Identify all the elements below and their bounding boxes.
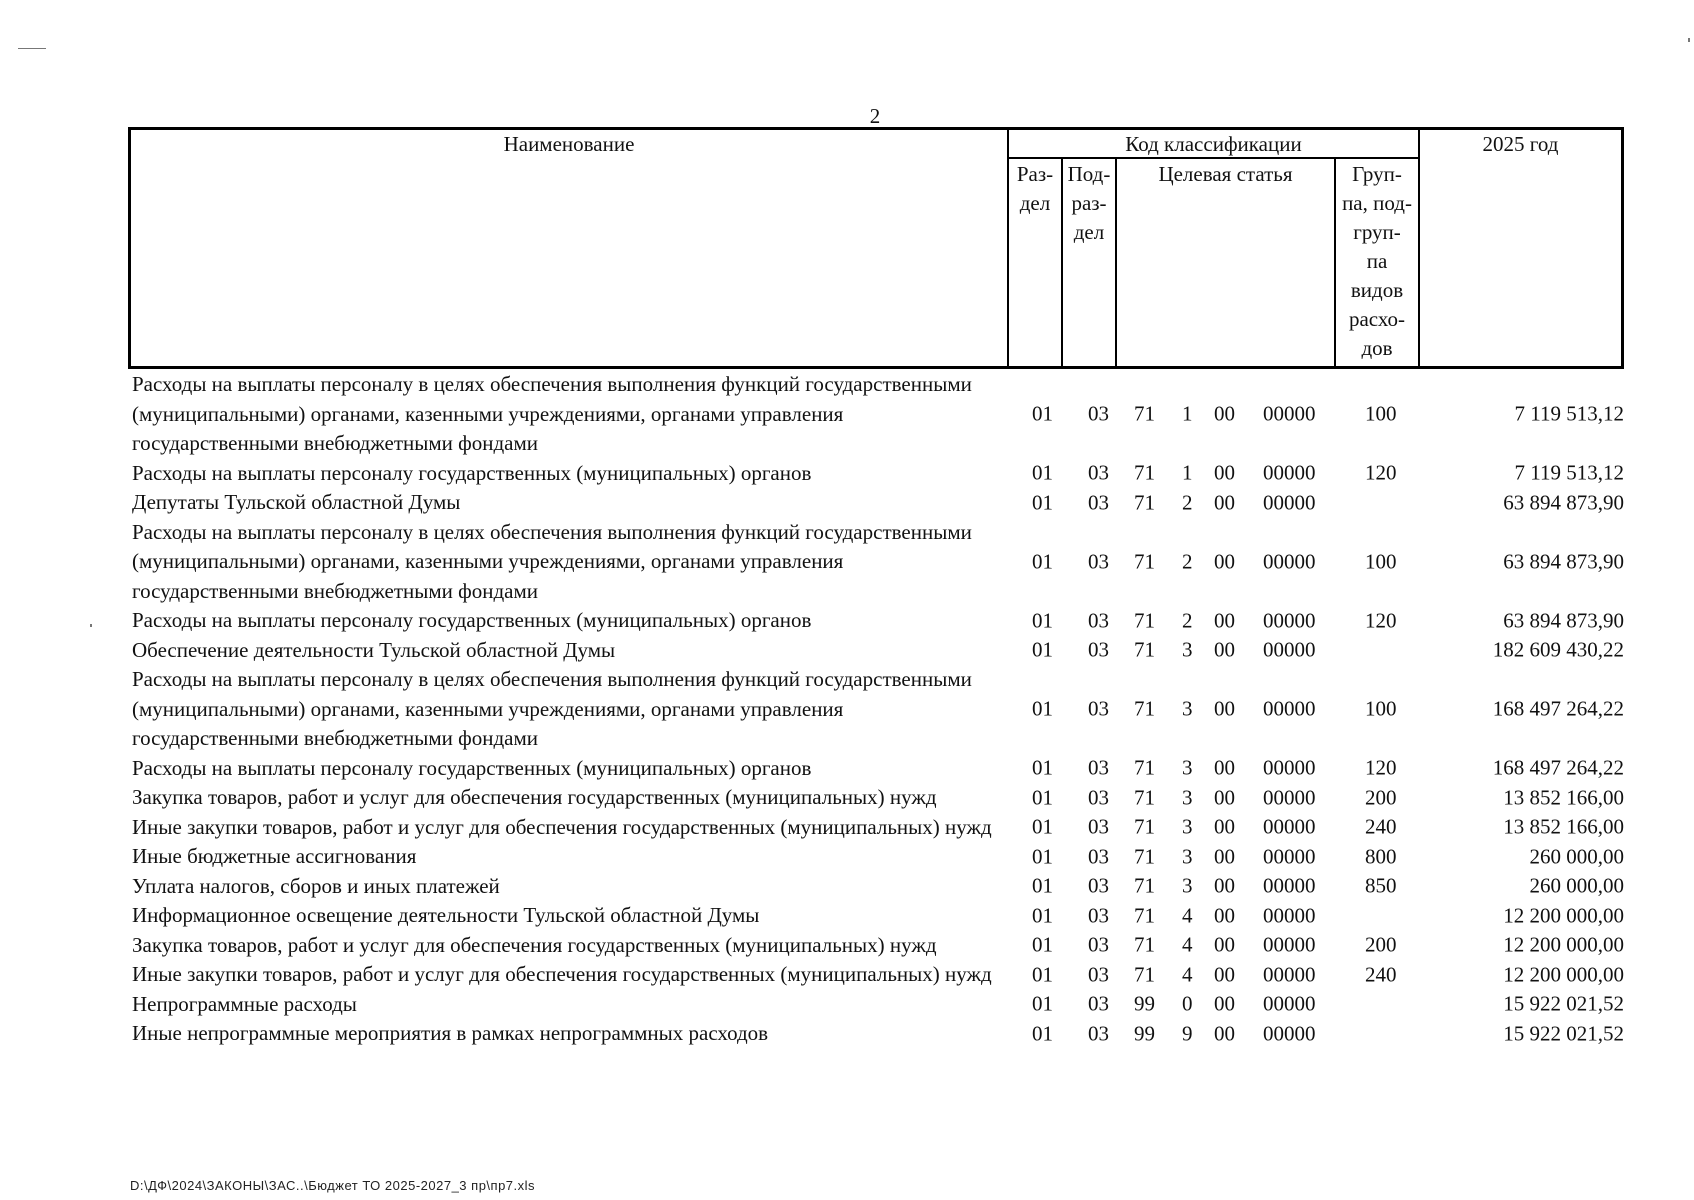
cell-target-program: 99 — [1134, 1021, 1155, 1045]
cell-target-direction: 00 — [1214, 991, 1235, 1016]
cell-name: Иные непрограммные мероприятия в рамках непрограммных расходов — [132, 1021, 769, 1045]
cell-section: 01 — [1032, 814, 1053, 839]
cell-section: 01 — [1032, 755, 1053, 780]
cell-target-program: 99 — [1134, 991, 1155, 1016]
scan-speck — [1688, 38, 1690, 42]
cell-target-subprogram: 3 — [1182, 873, 1193, 898]
table-row — [132, 901, 1624, 931]
cell-target-code: 00000 — [1263, 932, 1316, 957]
cell-target-direction: 00 — [1214, 873, 1235, 898]
table-row — [132, 636, 1624, 666]
cell-subsection: 03 — [1088, 785, 1109, 809]
cell-subsection: 03 — [1088, 1021, 1109, 1045]
cell-amount: 13 852 166,00 — [1503, 785, 1624, 809]
cell-name: Расходы на выплаты персоналу в целях обеспечения выполнения функций государственными (муниципальными) органами, казенными учреждениями, органами управления государственными внебюджетными фондами — [132, 519, 972, 603]
cell-target-direction: 00 — [1214, 962, 1235, 986]
cell-subsection: 03 — [1088, 696, 1109, 721]
cell-section: 01 — [1032, 549, 1053, 573]
cell-target-code: 00000 — [1263, 844, 1316, 868]
cell-subsection: 03 — [1088, 932, 1109, 957]
table-row — [132, 488, 1624, 518]
table-row — [132, 459, 1624, 489]
cell-amount: 63 894 873,90 — [1503, 549, 1624, 573]
cell-target-code: 00000 — [1263, 608, 1316, 632]
cell-expense-type: 240 — [1365, 814, 1397, 839]
cell-target-program: 71 — [1134, 903, 1155, 927]
cell-name: Иные закупки товаров, работ и услуг для обеспечения государственных (муниципальных) нужд — [132, 962, 992, 986]
cell-target-subprogram: 3 — [1182, 785, 1193, 809]
header-section: Раз- дел — [1016, 162, 1054, 215]
cell-section: 01 — [1032, 696, 1053, 721]
cell-section: 01 — [1032, 932, 1053, 957]
cell-target-subprogram: 2 — [1182, 608, 1193, 632]
table-row — [132, 990, 1624, 1020]
cell-target-code: 00000 — [1263, 549, 1316, 573]
cell-target-program: 71 — [1134, 932, 1155, 957]
table-row — [132, 842, 1624, 872]
cell-subsection: 03 — [1088, 903, 1109, 927]
footer-file-path: D:\ДФ\2024\ЗАКОНЫ\ЗАС..\Бюджет ТО 2025-2027_3 пр\пр7.xls — [130, 1178, 536, 1193]
cell-name: Закупка товаров, работ и услуг для обеспечения государственных (муниципальных) нужд — [132, 932, 937, 957]
cell-expense-type: 100 — [1365, 401, 1397, 426]
cell-expense-type: 120 — [1365, 755, 1397, 780]
table-row — [132, 872, 1624, 902]
cell-target-subprogram: 4 — [1182, 962, 1193, 986]
cell-target-program: 71 — [1134, 608, 1155, 632]
cell-target-subprogram: 3 — [1182, 755, 1193, 780]
cell-target-direction: 00 — [1214, 755, 1235, 780]
cell-amount: 13 852 166,00 — [1503, 814, 1624, 839]
cell-target-direction: 00 — [1214, 814, 1235, 839]
cell-expense-type: 850 — [1365, 873, 1397, 898]
cell-name: Расходы на выплаты персоналу государственных (муниципальных) органов — [132, 755, 812, 780]
cell-amount: 12 200 000,00 — [1503, 962, 1624, 986]
cell-target-subprogram: 1 — [1182, 401, 1193, 426]
cell-target-program: 71 — [1134, 401, 1155, 426]
cell-section: 01 — [1032, 844, 1053, 868]
cell-amount: 168 497 264,22 — [1492, 755, 1624, 780]
header-subsection: Под- раз- дел — [1067, 162, 1111, 244]
table-row — [132, 960, 1624, 990]
cell-subsection: 03 — [1088, 873, 1109, 898]
header-divider — [1418, 130, 1420, 366]
cell-amount: 260 000,00 — [1529, 844, 1624, 868]
cell-amount: 182 609 430,22 — [1492, 637, 1624, 662]
cell-section: 01 — [1032, 490, 1053, 514]
cell-expense-type: 100 — [1365, 696, 1397, 721]
cell-amount: 12 200 000,00 — [1503, 903, 1624, 927]
cell-expense-type: 100 — [1365, 549, 1397, 573]
cell-target-subprogram: 2 — [1182, 549, 1193, 573]
cell-expense-type: 800 — [1365, 844, 1397, 868]
cell-target-program: 71 — [1134, 844, 1155, 868]
header-expense-group: Груп- па, под- груп- па видов расхо- дов — [1342, 162, 1412, 360]
cell-target-direction: 00 — [1214, 490, 1235, 514]
cell-name: Уплата налогов, сборов и иных платежей — [132, 873, 500, 898]
scan-speck — [18, 48, 46, 49]
cell-subsection: 03 — [1088, 401, 1109, 426]
cell-target-code: 00000 — [1263, 460, 1316, 485]
cell-target-direction: 00 — [1214, 696, 1235, 721]
cell-target-subprogram: 3 — [1182, 637, 1193, 662]
cell-target-direction: 00 — [1214, 785, 1235, 809]
cell-target-code: 00000 — [1263, 962, 1316, 986]
cell-target-subprogram: 4 — [1182, 932, 1193, 957]
table-row — [132, 783, 1624, 813]
cell-target-program: 71 — [1134, 460, 1155, 485]
cell-amount: 7 119 513,12 — [1514, 401, 1624, 426]
cell-amount: 168 497 264,22 — [1492, 696, 1624, 721]
cell-target-program: 71 — [1134, 755, 1155, 780]
table-row — [132, 518, 1624, 607]
header-year: 2025 год — [1482, 132, 1559, 156]
cell-subsection: 03 — [1088, 844, 1109, 868]
cell-target-subprogram: 3 — [1182, 696, 1193, 721]
cell-target-direction: 00 — [1214, 549, 1235, 573]
cell-section: 01 — [1032, 460, 1053, 485]
cell-subsection: 03 — [1088, 460, 1109, 485]
cell-amount: 15 922 021,52 — [1503, 1021, 1624, 1045]
cell-name: Иные закупки товаров, работ и услуг для обеспечения государственных (муниципальных) нужд — [132, 814, 992, 839]
header-divider — [1115, 159, 1117, 366]
cell-target-program: 71 — [1134, 549, 1155, 573]
cell-target-code: 00000 — [1263, 755, 1316, 780]
cell-target-direction: 00 — [1214, 608, 1235, 632]
cell-section: 01 — [1032, 1021, 1053, 1045]
cell-target-direction: 00 — [1214, 401, 1235, 426]
cell-amount: 7 119 513,12 — [1514, 460, 1624, 485]
cell-section: 01 — [1032, 991, 1053, 1016]
cell-target-subprogram: 2 — [1182, 490, 1193, 514]
table-row — [132, 1019, 1624, 1049]
cell-expense-type: 200 — [1365, 932, 1397, 957]
cell-expense-type: 240 — [1365, 962, 1397, 986]
cell-name: Расходы на выплаты персоналу в целях обеспечения выполнения функций государственными (муниципальными) органами, казенными учреждениями, органами управления государственными внебюджетными фондами — [132, 667, 972, 750]
table-row — [132, 931, 1624, 961]
cell-target-subprogram: 4 — [1182, 903, 1193, 927]
cell-expense-type: 200 — [1365, 785, 1397, 809]
table-row — [132, 813, 1624, 843]
cell-target-code: 00000 — [1263, 490, 1316, 514]
table-row — [132, 754, 1624, 784]
cell-target-code: 00000 — [1263, 401, 1316, 426]
cell-subsection: 03 — [1088, 991, 1109, 1016]
page-number: 2 — [869, 104, 881, 128]
cell-target-program: 71 — [1134, 696, 1155, 721]
cell-name: Расходы на выплаты персоналу государственных (муниципальных) органов — [132, 460, 812, 485]
cell-section: 01 — [1032, 637, 1053, 662]
scan-speck — [90, 624, 92, 627]
cell-amount: 260 000,00 — [1529, 873, 1624, 898]
cell-target-direction: 00 — [1214, 844, 1235, 868]
cell-target-code: 00000 — [1263, 991, 1316, 1016]
cell-target-subprogram: 9 — [1182, 1021, 1193, 1045]
cell-section: 01 — [1032, 608, 1053, 632]
cell-name: Информационное освещение деятельности Тульской областной Думы — [132, 903, 760, 927]
cell-amount: 63 894 873,90 — [1503, 608, 1624, 632]
cell-name: Иные бюджетные ассигнования — [132, 844, 417, 868]
cell-target-direction: 00 — [1214, 1021, 1235, 1045]
cell-target-program: 71 — [1134, 490, 1155, 514]
cell-name: Закупка товаров, работ и услуг для обеспечения государственных (муниципальных) нужд — [132, 785, 937, 809]
cell-amount: 15 922 021,52 — [1503, 991, 1624, 1016]
cell-target-program: 71 — [1134, 962, 1155, 986]
cell-subsection: 03 — [1088, 549, 1109, 573]
cell-section: 01 — [1032, 962, 1053, 986]
cell-target-code: 00000 — [1263, 1021, 1316, 1045]
cell-target-program: 71 — [1134, 785, 1155, 809]
cell-target-program: 71 — [1134, 873, 1155, 898]
cell-section: 01 — [1032, 873, 1053, 898]
cell-target-subprogram: 3 — [1182, 814, 1193, 839]
cell-name: Непрограммные расходы — [132, 991, 357, 1016]
cell-name: Депутаты Тульской областной Думы — [132, 490, 461, 514]
cell-amount: 63 894 873,90 — [1503, 490, 1624, 514]
cell-target-code: 00000 — [1263, 696, 1316, 721]
cell-target-direction: 00 — [1214, 932, 1235, 957]
cell-target-program: 71 — [1134, 637, 1155, 662]
cell-section: 01 — [1032, 785, 1053, 809]
header-target-article: Целевая статья — [1158, 162, 1293, 186]
cell-target-program: 71 — [1134, 814, 1155, 839]
cell-target-subprogram: 1 — [1182, 460, 1193, 485]
cell-subsection: 03 — [1088, 608, 1109, 632]
table-row — [132, 665, 1624, 754]
cell-section: 01 — [1032, 903, 1053, 927]
table-header — [128, 127, 1624, 369]
cell-subsection: 03 — [1088, 814, 1109, 839]
table-body — [132, 370, 1624, 1049]
cell-name: Расходы на выплаты персоналу государственных (муниципальных) органов — [132, 608, 812, 632]
cell-target-subprogram: 3 — [1182, 844, 1193, 868]
cell-target-subprogram: 0 — [1182, 991, 1193, 1016]
cell-subsection: 03 — [1088, 962, 1109, 986]
cell-target-code: 00000 — [1263, 814, 1316, 839]
cell-section: 01 — [1032, 401, 1053, 426]
header-name: Наименование — [503, 132, 635, 156]
cell-subsection: 03 — [1088, 637, 1109, 662]
cell-target-code: 00000 — [1263, 903, 1316, 927]
cell-subsection: 03 — [1088, 490, 1109, 514]
cell-target-direction: 00 — [1214, 903, 1235, 927]
cell-target-code: 00000 — [1263, 785, 1316, 809]
cell-target-direction: 00 — [1214, 637, 1235, 662]
table-row — [132, 606, 1624, 636]
header-code-group: Код классификации — [1125, 132, 1302, 156]
cell-amount: 12 200 000,00 — [1503, 932, 1624, 957]
cell-expense-type: 120 — [1365, 608, 1397, 632]
table-row — [132, 370, 1624, 459]
cell-expense-type: 120 — [1365, 460, 1397, 485]
cell-target-code: 00000 — [1263, 873, 1316, 898]
cell-name: Обеспечение деятельности Тульской областной Думы — [132, 637, 616, 662]
cell-subsection: 03 — [1088, 755, 1109, 780]
cell-target-code: 00000 — [1263, 637, 1316, 662]
cell-name: Расходы на выплаты персоналу в целях обеспечения выполнения функций государственными (муниципальными) органами, казенными учреждениями, органами управления государственными внебюджетными фондами — [132, 372, 972, 455]
cell-target-direction: 00 — [1214, 460, 1235, 485]
